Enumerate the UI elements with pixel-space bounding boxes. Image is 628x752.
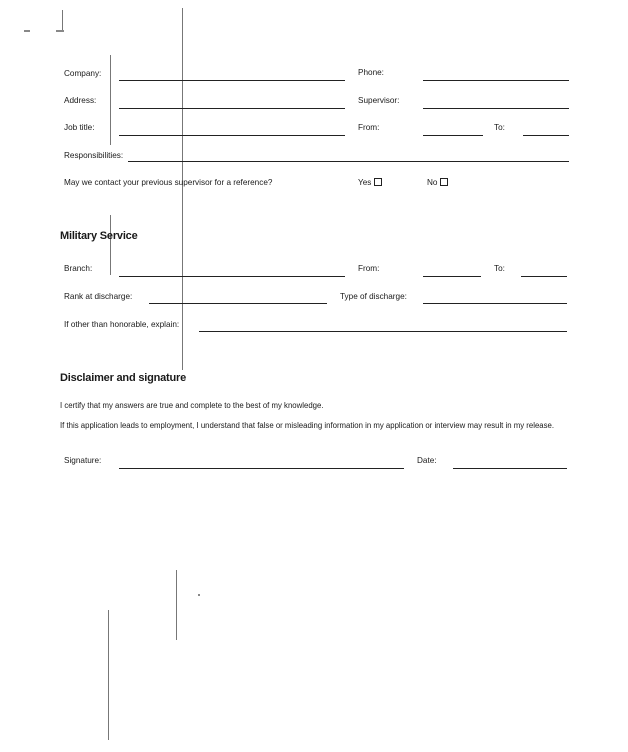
address-field[interactable]: [119, 108, 345, 109]
scan-speck: [24, 30, 30, 32]
yes-checkbox[interactable]: [374, 178, 382, 186]
contact-yes-option[interactable]: [358, 178, 382, 187]
job-title-label: Job title:: [64, 123, 95, 132]
phone-label: Phone:: [358, 68, 384, 77]
scan-artifact-line: [108, 610, 109, 740]
responsibilities-field[interactable]: [128, 161, 569, 162]
employment-to-label: To:: [494, 123, 505, 132]
disclaimer-heading: Disclaimer and signature: [60, 372, 187, 384]
employment-to-field[interactable]: [523, 135, 569, 136]
military-from-label: From:: [358, 264, 380, 273]
branch-field[interactable]: [119, 276, 345, 277]
scan-artifact-line: [62, 10, 63, 32]
certify-text: I certify that my answers are true and complete to the best of my knowledge.: [60, 401, 324, 410]
explain-label: If other than honorable, explain:: [64, 320, 180, 329]
discharge-type-field[interactable]: [423, 303, 567, 304]
military-to-field[interactable]: [521, 276, 567, 277]
signature-field[interactable]: [119, 468, 404, 469]
supervisor-field[interactable]: [423, 108, 569, 109]
company-field[interactable]: [119, 80, 345, 81]
military-to-label: To:: [494, 264, 505, 273]
scan-artifact-line: [176, 570, 177, 640]
date-label: Date:: [417, 456, 437, 465]
date-field[interactable]: [453, 468, 567, 469]
rank-field[interactable]: [149, 303, 327, 304]
job-title-field[interactable]: [119, 135, 345, 136]
company-label: Company:: [64, 69, 102, 78]
scan-speck: [56, 30, 64, 32]
contact-no-option[interactable]: [427, 178, 448, 187]
employment-from-label: From:: [358, 123, 380, 132]
responsibilities-label: Responsibilities:: [64, 151, 124, 160]
rank-label: Rank at discharge:: [64, 292, 133, 301]
employment-from-field[interactable]: [423, 135, 483, 136]
scan-artifact-line: [182, 8, 183, 370]
military-from-field[interactable]: [423, 276, 481, 277]
explain-field[interactable]: [199, 331, 567, 332]
scan-artifact-line: [110, 215, 111, 275]
address-label: Address:: [64, 96, 97, 105]
military-service-heading: Military Service: [60, 230, 138, 242]
no-label: No: [427, 178, 438, 187]
scan-speck: [198, 594, 200, 596]
no-checkbox[interactable]: [440, 178, 448, 186]
yes-label: Yes: [358, 178, 372, 187]
supervisor-label: Supervisor:: [358, 96, 400, 105]
scan-artifact-line: [110, 55, 111, 145]
phone-field[interactable]: [423, 80, 569, 81]
discharge-type-label: Type of discharge:: [340, 292, 407, 301]
contact-question: May we contact your previous supervisor for a reference?: [64, 178, 273, 187]
release-text: If this application leads to employment, I understand that false or misleading information in my application or interview may result in my release.: [60, 421, 555, 430]
branch-label: Branch:: [64, 264, 93, 273]
signature-label: Signature:: [64, 456, 102, 465]
